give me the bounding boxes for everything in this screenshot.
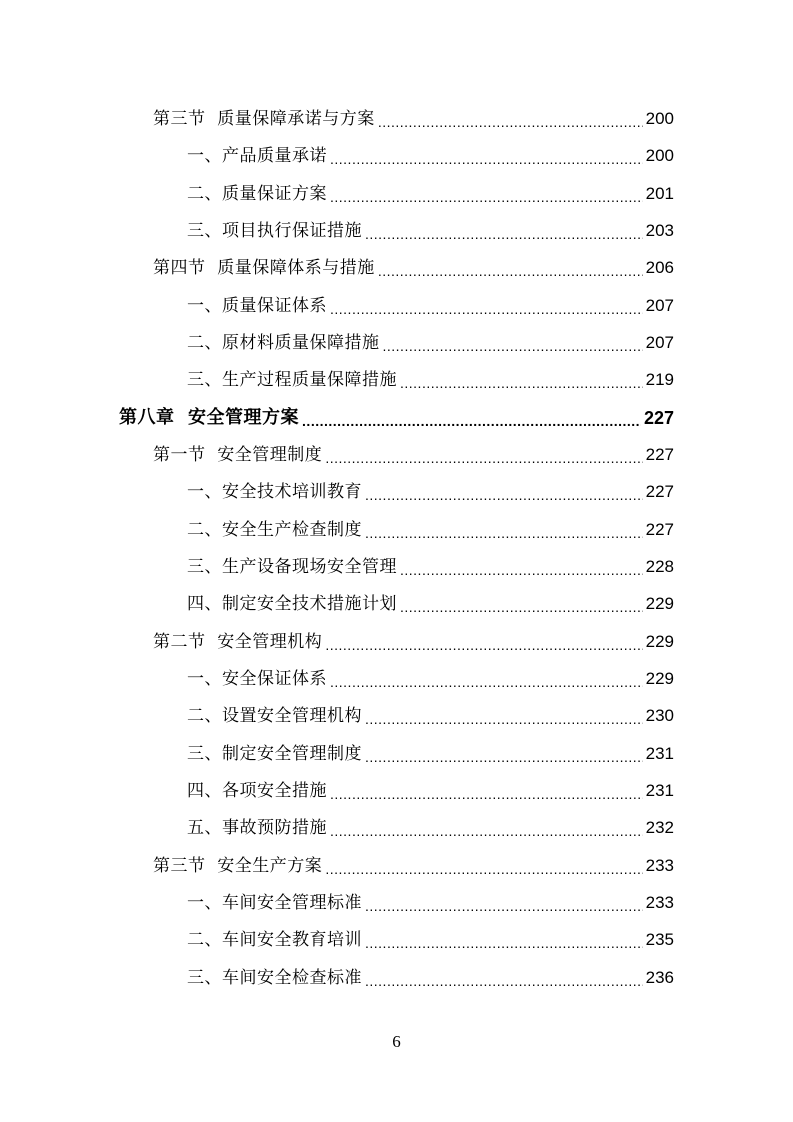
- toc-entry[interactable]: [187, 959, 674, 996]
- toc-entry-page: 206: [645, 257, 674, 277]
- toc-dot-leader: [330, 299, 643, 319]
- page-number: 6: [392, 1032, 401, 1051]
- toc-entry-page: 227: [645, 481, 674, 501]
- toc-entry-title: 第三节 质量保障承诺与方案: [153, 108, 375, 129]
- toc-dot-leader: [378, 261, 643, 281]
- toc-entry-page: 219: [645, 369, 674, 389]
- toc-entry-page: 236: [645, 967, 674, 987]
- toc-entry-title: 一、安全保证体系: [187, 668, 327, 689]
- toc-entry[interactable]: [187, 511, 674, 548]
- toc-dot-leader: [365, 523, 643, 543]
- toc-entry-page: 231: [645, 743, 674, 763]
- toc-entry-page: 235: [645, 929, 674, 949]
- toc-entry-title: 第二节 安全管理机构: [153, 631, 323, 652]
- toc-dot-leader: [365, 933, 643, 953]
- toc-entry[interactable]: [187, 548, 674, 585]
- toc-dot-leader: [365, 747, 643, 767]
- toc-dot-leader: [330, 672, 643, 692]
- toc-entry[interactable]: [187, 473, 674, 510]
- toc-dot-leader: [378, 112, 643, 132]
- toc-entry[interactable]: [153, 436, 674, 473]
- toc-dot-leader: [325, 635, 642, 655]
- toc-entry[interactable]: [187, 361, 674, 398]
- toc-entry-page: 200: [645, 145, 674, 165]
- toc-entry[interactable]: [187, 735, 674, 772]
- toc-dot-leader: [325, 448, 642, 468]
- toc-entry-title: 四、各项安全措施: [187, 780, 327, 801]
- toc-dot-leader: [325, 859, 642, 879]
- toc-entry-title: 四、制定安全技术措施计划: [187, 593, 397, 614]
- toc-dot-leader: [400, 597, 643, 617]
- toc-entry-title: 第八章 安全管理方案: [119, 406, 300, 428]
- toc-entry-page: 227: [645, 519, 674, 539]
- toc-entry-page: 229: [645, 668, 674, 688]
- toc-entry[interactable]: [187, 809, 674, 846]
- toc-entry-title: 三、车间安全检查标准: [187, 967, 362, 988]
- toc-entry[interactable]: [187, 137, 674, 174]
- toc-entry-title: 一、质量保证体系: [187, 295, 327, 316]
- toc-entry[interactable]: [187, 212, 674, 249]
- toc-entry-title: 第一节 安全管理制度: [153, 444, 323, 465]
- toc-dot-leader: [302, 411, 641, 431]
- toc-entry[interactable]: [187, 175, 674, 212]
- toc-entry[interactable]: [187, 585, 674, 622]
- toc-entry-page: 233: [645, 892, 674, 912]
- toc-entry-page: 200: [645, 108, 674, 128]
- toc-entry[interactable]: [187, 287, 674, 324]
- toc-entry-page: 229: [645, 631, 674, 651]
- toc-entry-title: 二、设置安全管理机构: [187, 705, 362, 726]
- toc-entry-page: 203: [645, 220, 674, 240]
- toc-dot-leader: [365, 971, 643, 991]
- toc-dot-leader: [400, 373, 643, 393]
- toc-entry-page: 228: [645, 556, 674, 576]
- toc-entry-title: 三、生产过程质量保障措施: [187, 369, 397, 390]
- toc-entry-title: 第三节 安全生产方案: [153, 855, 323, 876]
- toc-entry-page: 207: [645, 332, 674, 352]
- toc-entry-page: 232: [645, 817, 674, 837]
- toc-entry-page: 227: [645, 444, 674, 464]
- toc-entry-title: 第四节 质量保障体系与措施: [153, 257, 375, 278]
- toc-entry-title: 二、车间安全教育培训: [187, 929, 362, 950]
- toc-entry[interactable]: [187, 921, 674, 958]
- toc-entry[interactable]: [153, 249, 674, 286]
- toc-entry[interactable]: [187, 772, 674, 809]
- toc-entry[interactable]: [187, 884, 674, 921]
- toc-entry-title: 三、制定安全管理制度: [187, 743, 362, 764]
- toc-entry-title: 三、项目执行保证措施: [187, 220, 362, 241]
- toc-entry-title: 二、安全生产检查制度: [187, 519, 362, 540]
- toc-entry-page: 231: [645, 780, 674, 800]
- toc-entry[interactable]: [153, 623, 674, 660]
- toc-dot-leader: [330, 784, 643, 804]
- toc-entry[interactable]: [153, 100, 674, 137]
- toc-entry[interactable]: [187, 660, 674, 697]
- toc-dot-leader: [365, 709, 643, 729]
- toc-entry-title: 三、生产设备现场安全管理: [187, 556, 397, 577]
- toc-entry-page: 229: [645, 593, 674, 613]
- toc-entry[interactable]: [187, 324, 674, 361]
- toc-entry[interactable]: [187, 697, 674, 734]
- toc-entry-title: 二、原材料质量保障措施: [187, 332, 380, 353]
- toc-entry-page: 227: [643, 407, 674, 428]
- toc-dot-leader: [365, 224, 643, 244]
- toc-entry-page: 230: [645, 705, 674, 725]
- toc-dot-leader: [400, 560, 643, 580]
- toc-dot-leader: [365, 485, 643, 505]
- toc-entry-title: 一、车间安全管理标准: [187, 892, 362, 913]
- toc-entry-page: 207: [645, 295, 674, 315]
- toc-dot-leader: [330, 187, 643, 207]
- toc-entry-title: 五、事故预防措施: [187, 817, 327, 838]
- toc-entry-title: 一、产品质量承诺: [187, 145, 327, 166]
- toc-entry-title: 一、安全技术培训教育: [187, 481, 362, 502]
- toc-dot-leader: [330, 149, 643, 169]
- toc-dot-leader: [365, 896, 643, 916]
- toc-dot-leader: [330, 821, 643, 841]
- toc-dot-leader: [383, 336, 643, 356]
- toc-chapter-entry[interactable]: [119, 399, 674, 436]
- toc-entry[interactable]: [153, 847, 674, 884]
- toc-entry-title: 二、质量保证方案: [187, 183, 327, 204]
- toc-entry-page: 201: [645, 183, 674, 203]
- toc-entry-page: 233: [645, 855, 674, 875]
